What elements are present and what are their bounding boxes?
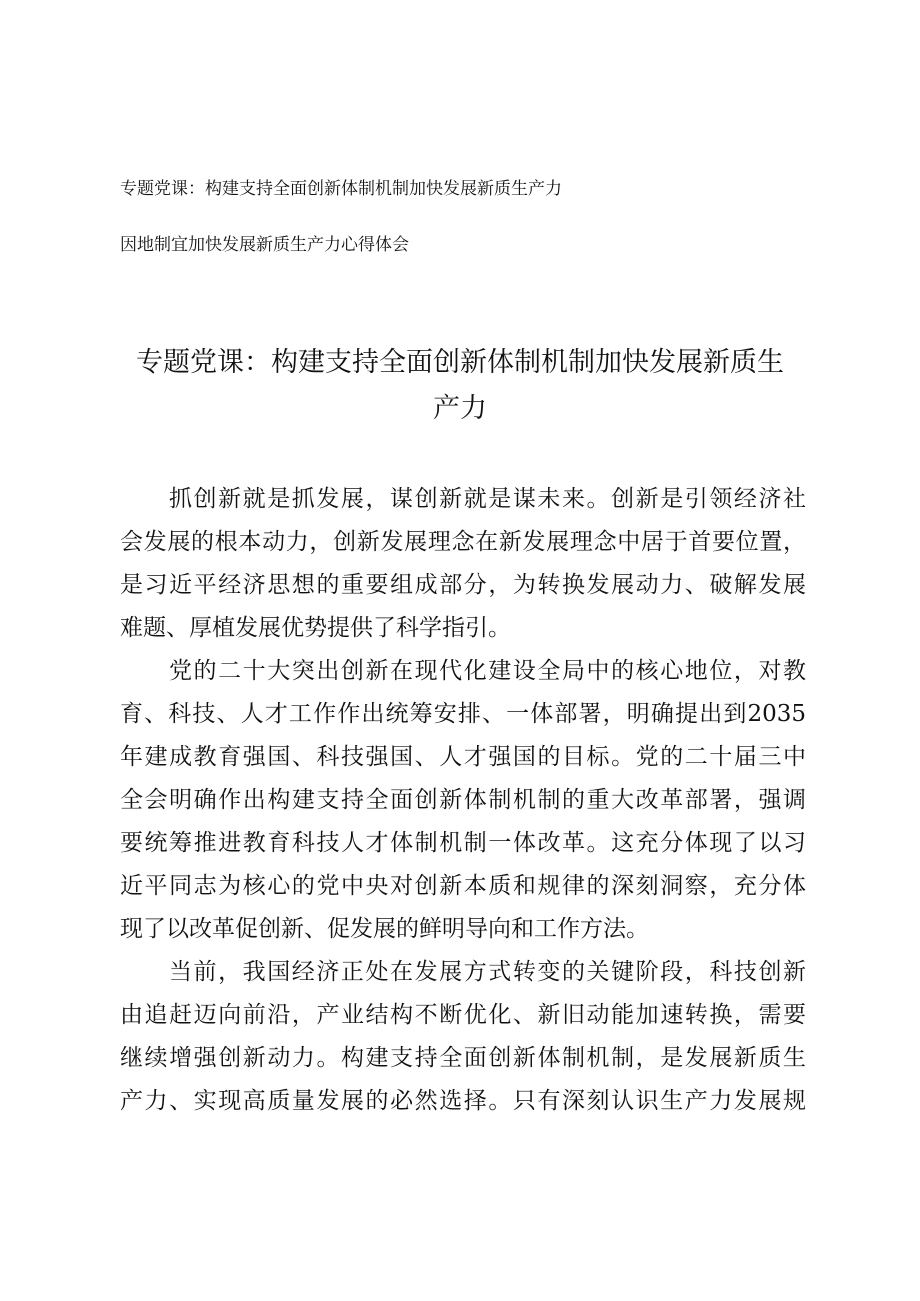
text-line: 育、科技、人才工作作出统筹安排、一体部署，明确提出到2035 [120, 701, 806, 727]
title-line-1: 专题党课：构建支持全面创新体制机制加快发展新质生 [136, 347, 784, 378]
text-line: 现了以改革促创新、促发展的鲜明导向和工作方法。 [120, 916, 649, 942]
text-line: 难题、厚植发展优势提供了科学指引。 [120, 615, 511, 641]
text-line: 要统筹推进教育科技人才体制机制一体改革。这充分体现了以习 [120, 830, 806, 856]
paragraph-1 [120, 478, 806, 650]
text-line: 近平同志为核心的党中央对创新本质和规律的深刻洞察，充分体 [120, 873, 806, 899]
title-line-2: 产力 [433, 393, 487, 424]
paragraph-2 [120, 650, 806, 951]
text-line: 当前，我国经济正处在发展方式转变的关键阶段，科技创新 [169, 959, 806, 985]
text-line: 党的二十大突出创新在现代化建设全局中的核心地位，对教 [169, 658, 806, 684]
text-line: 由追赶迈向前沿，产业结构不断优化、新旧动能加速转换，需要 [120, 1002, 806, 1028]
text-line: 继续增强创新动力。构建支持全面创新体制机制，是发展新质生 [120, 1045, 806, 1071]
text-line: 会发展的根本动力，创新发展理念在新发展理念中居于首要位置， [120, 529, 806, 555]
text-line: 是习近平经济思想的重要组成部分，为转换发展动力、破解发展 [120, 572, 806, 598]
document-body [120, 478, 806, 1123]
text-line: 全会明确作出构建支持全面创新体制机制的重大改革部署，强调 [120, 787, 806, 813]
document-title [120, 340, 800, 432]
text-line: 抓创新就是抓发展，谋创新就是谋未来。创新是引领经济社 [169, 486, 806, 512]
paragraph-3 [120, 951, 806, 1123]
toc-entry-1: 专题党课：构建支持全面创新体制机制加快发展新质生产力 [120, 179, 562, 199]
text-line: 年建成教育强国、科技强国、人才强国的目标。党的二十届三中 [120, 744, 806, 770]
toc-entry-2: 因地制宜加快发展新质生产力心得体会 [120, 235, 409, 255]
text-line: 产力、实现高质量发展的必然选择。只有深刻认识生产力发展规 [120, 1088, 806, 1114]
